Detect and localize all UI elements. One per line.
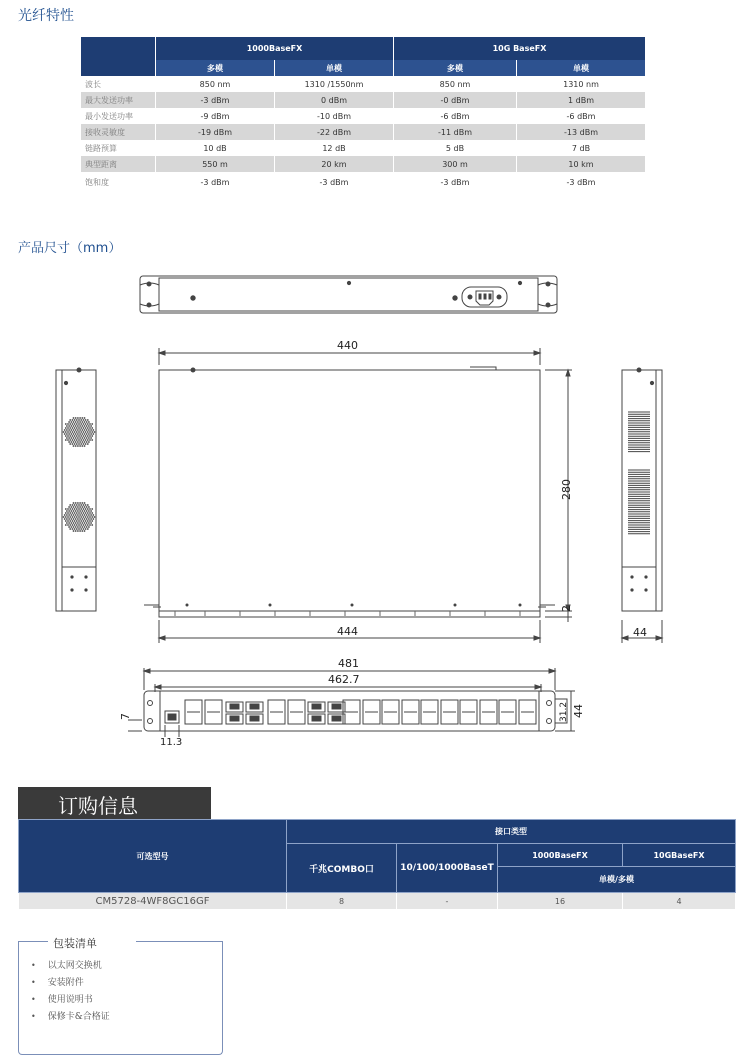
spec-cell: 10 km <box>517 156 646 172</box>
order-cell: 8 <box>287 893 397 910</box>
spec-cell: 7 dB <box>517 140 646 156</box>
order-cell: 4 <box>623 893 736 910</box>
list-item: • 保修卡&合格证 <box>31 1009 110 1026</box>
spec-cell: -22 dBm <box>275 124 394 140</box>
top-view <box>144 348 572 643</box>
spec-mode-header: 单模 <box>275 60 394 76</box>
dimension-section-title: 产品尺寸（mm） <box>18 241 122 256</box>
right-side-view <box>622 368 662 643</box>
dim-label-7: 7 <box>119 713 132 720</box>
spec-cell: 20 km <box>275 156 394 172</box>
spec-cell: -3 dBm <box>156 172 275 192</box>
dim-label-462-7: 462.7 <box>328 673 360 686</box>
spec-row-label: 波长 <box>81 76 156 92</box>
dim-label-31-2: 31.2 <box>559 701 569 722</box>
dim-label-2: 2 <box>560 605 573 612</box>
order-col-mode: 单模/多模 <box>498 867 736 893</box>
list-item: • 以太网交换机 <box>31 958 110 975</box>
spec-cell: 300 m <box>394 156 517 172</box>
order-cell: - <box>397 893 498 910</box>
list-item: • 使用说明书 <box>31 992 110 1009</box>
dim-label-11-3: 11.3 <box>160 737 183 748</box>
spec-row-label: 接收灵敏度 <box>81 124 156 140</box>
order-section-banner <box>18 787 211 819</box>
spec-cell: -3 dBm <box>156 92 275 108</box>
fan-grille-icon <box>63 417 96 447</box>
spec-row-label: 饱和度 <box>81 172 156 192</box>
order-col-combo: 千兆COMBO口 <box>287 844 397 893</box>
spec-cell: 850 nm <box>394 76 517 92</box>
spec-group-1000basefx: 1000BaseFX <box>156 37 394 60</box>
spec-mode-header: 多模 <box>394 60 517 76</box>
dim-label-280: 280 <box>560 479 573 500</box>
order-table <box>18 819 736 910</box>
order-col-copper: 10/100/1000BaseT <box>397 844 498 893</box>
table-row <box>81 76 646 92</box>
list-item: • 安装附件 <box>31 975 110 992</box>
fan-grille-icon <box>63 502 96 532</box>
spec-cell: -3 dBm <box>517 172 646 192</box>
spec-cell: 550 m <box>156 156 275 172</box>
spec-cell: 5 dB <box>394 140 517 156</box>
spec-cell: 12 dB <box>275 140 394 156</box>
package-box-top-left <box>18 941 48 942</box>
dim-label-444: 444 <box>337 625 358 638</box>
spec-row-label: 链路预算 <box>81 140 156 156</box>
spec-row-label: 典型距离 <box>81 156 156 172</box>
dim-label-440: 440 <box>337 339 358 352</box>
package-items <box>31 958 110 1026</box>
vent-slots-icon <box>628 412 650 534</box>
spec-row-label: 最大发送功率 <box>81 92 156 108</box>
spec-cell: -13 dBm <box>517 124 646 140</box>
spec-cell: 10 dB <box>156 140 275 156</box>
spec-group-10gbasefx: 10G BaseFX <box>394 37 646 60</box>
order-col-model: 可选型号 <box>19 820 287 893</box>
dim-label-44-side: 44 <box>633 626 647 639</box>
power-socket-icon <box>462 287 507 307</box>
spec-cell: -19 dBm <box>156 124 275 140</box>
spec-mode-header: 多模 <box>156 60 275 76</box>
order-col-1000fx: 1000BaseFX <box>498 844 623 867</box>
spec-cell: -6 dBm <box>394 108 517 124</box>
spec-cell: 1310 /1550nm <box>275 76 394 92</box>
spec-cell: -3 dBm <box>394 172 517 192</box>
table-row <box>81 156 646 172</box>
order-cell: 16 <box>498 893 623 910</box>
spec-mode-header: 单模 <box>517 60 646 76</box>
package-box-top-right <box>136 941 222 942</box>
table-row <box>81 172 646 192</box>
rear-view <box>140 276 557 313</box>
spec-cell: -9 dBm <box>156 108 275 124</box>
spec-cell: 850 nm <box>156 76 275 92</box>
package-list-box <box>18 937 223 1056</box>
console-port-icon <box>165 711 179 723</box>
table-row <box>81 140 646 156</box>
order-section-title: 订购信息 <box>58 794 138 818</box>
dim-label-44-front: 44 <box>572 704 585 718</box>
spec-cell: -6 dBm <box>517 108 646 124</box>
spec-corner-cell <box>81 37 156 76</box>
table-row <box>81 92 646 108</box>
dimension-drawing <box>0 260 750 760</box>
spec-cell: -0 dBm <box>394 92 517 108</box>
dim-label-481: 481 <box>338 657 359 670</box>
fiber-spec-table <box>81 37 646 192</box>
spec-cell: 0 dBm <box>275 92 394 108</box>
spec-cell: -3 dBm <box>275 172 394 192</box>
order-model-cell: CM5728-4WF8GC16GF <box>19 893 287 910</box>
package-title: 包装清单 <box>53 937 97 950</box>
spec-row-label: 最小发送功率 <box>81 108 156 124</box>
spec-cell: -11 dBm <box>394 124 517 140</box>
left-side-view <box>56 368 96 611</box>
spec-cell: 1310 nm <box>517 76 646 92</box>
table-row <box>81 124 646 140</box>
fiber-section-title: 光纤特性 <box>18 8 74 24</box>
spec-cell: 1 dBm <box>517 92 646 108</box>
table-row <box>81 108 646 124</box>
port-array <box>185 700 536 724</box>
order-col-interface: 接口类型 <box>287 820 736 844</box>
order-col-10gfx: 10GBaseFX <box>623 844 736 867</box>
spec-cell: -10 dBm <box>275 108 394 124</box>
table-row <box>19 893 736 910</box>
